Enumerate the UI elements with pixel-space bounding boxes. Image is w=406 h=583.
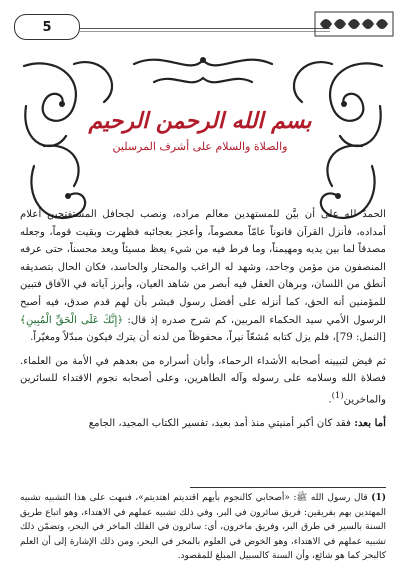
paragraph-3 <box>20 415 386 433</box>
basmala-heading: بسم الله الرحمن الرحيم <box>88 108 312 134</box>
body-text <box>20 206 386 439</box>
paragraph-1-part-2: [النمل: 79]، فلم يزل كتابه مُشعّاً نيراً، محفوظاً من لدنه أن يترك فيكون مبدّلاً ومغيّراً. <box>30 332 386 344</box>
footnote-text: قال رسول الله ﷺ: «أصحابي كالنجوم بأيهم اقتديتم اهتديتم»، فنبهت على هذا التشبيه تشبيه المهتدين بهم بفريقين: فريق سائرون في البر، وفي ذلك تشبيه عملهم في الاهتداء، وهو اتباع طريق السنة بالسير في طرق البر، وفريق ماخرون، أي: سائرون في الفلك الماخر في البحر، وتضمّن ذلك تشبيه عملهم في الاهتداء، وهو الخوض في العلوم بالمخر في البحر، ومن ذلك الإشارة إلى أن العلم كالبحر كما هو شائع، وأن السنة كالسبيل المبلغ للمقصود. <box>20 493 386 562</box>
paragraph-1 <box>20 206 386 347</box>
paragraph-2: ثم قيض لتبيينه أصحابه الأشداء الرحماء، وأبان أسراره من بعدهم في الأمة من العلماء. فصلاة الله وسلامه على رسوله وآله الطاهرين، وعلى أصحابه نجوم الاقتداء للسائرين والماخرين$^{(1)}$. <box>20 355 386 406</box>
paragraph-2-text: ثم قيض لتبيينه أصحابه الأشداء الرحماء، وأبان أسراره من بعدهم في الأمة من العلماء. فصلاة الله وسلامه على رسوله وآله الطاهرين، وعلى أصحابه نجوم الاقتداء للسائرين والماخرين <box>20 355 386 406</box>
header-rule <box>80 28 330 29</box>
footnote-divider <box>190 487 386 488</box>
title-subtitle: والصلاة والسلام على أشرف المرسلين <box>112 140 288 153</box>
page-header <box>10 8 398 42</box>
header-ornament-icon <box>314 10 394 38</box>
footnote <box>20 491 386 564</box>
amma-bad-label: أما بعد: <box>354 416 386 429</box>
header-rule-secondary <box>80 31 330 32</box>
quran-verse: ﴿إِنَّكَ عَلَى الْحَقِّ الْمُبِينِ﴾ <box>20 314 124 326</box>
paragraph-3-text: فقد كان أكبر أمنيتي منذ أمد بعيد، تفسير الكتاب المجيد، الجامع <box>88 417 351 429</box>
footnote-reference[interactable]: (1) <box>331 390 344 401</box>
paragraph-1-part-1: الحمدُ لله على أن بيَّن للمستهدين معالم مراده، ونصب لجحافل المستفتحين أعلام أمداده، فأنزل القرآن قانوناً عامّاً معصوماً، وأعجز بعجائبه فظهرت وبقيت قوماً، وجعله مصدقاً لما بين يديه ومهيمناً، وما فرط فيه من شيء يعظ مسيئاً ويعد محسناً، حتى عرفه المنصفون من مؤمن وجاحد، وشهد له الراغب والمحتار والحاسد، فكان الحال بتصديقه أنطق من اللسان، وبرهان العقل فيه أبصر من شاهد العيان، وأبرز آياته في الآفاق فتبين للمؤمنين أنه الحق، كما أنزله على أفضل رسول فبشر بأن لهم قدم صدق، فيه أصبح الرسول الأمي سيد الحكماء المربين، كم شرح صدره إذ قال: <box>20 209 386 326</box>
title-block <box>80 108 320 153</box>
footnote-number: (1) <box>371 493 386 503</box>
page-number: 5 <box>14 14 80 40</box>
